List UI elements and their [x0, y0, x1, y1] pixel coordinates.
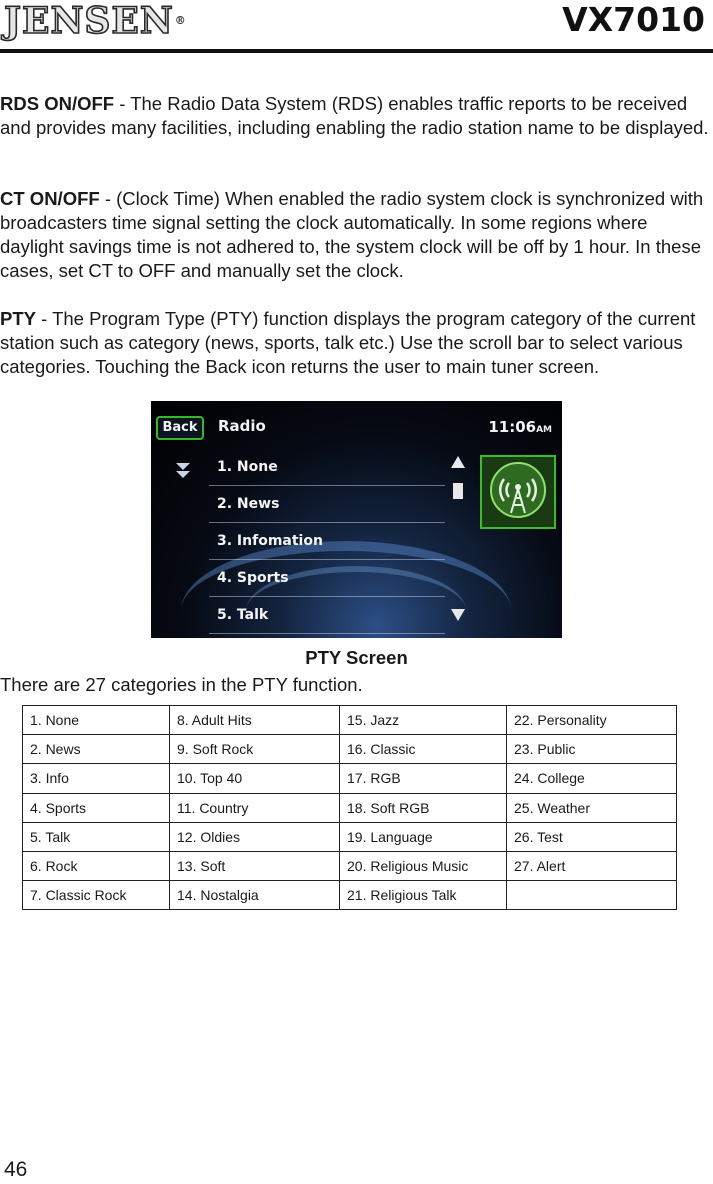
- page-header: [0, 0, 713, 56]
- table-cell: 17. RGB: [340, 764, 507, 793]
- table-cell: 14. Nostalgia: [170, 881, 340, 910]
- table-cell: 26. Test: [507, 822, 677, 851]
- table-row: [23, 851, 677, 880]
- table-row: [23, 764, 677, 793]
- registered-mark: ®: [174, 14, 187, 27]
- ct-paragraph: [0, 187, 713, 283]
- clock-time: 11:06: [488, 418, 537, 436]
- table-cell: 27. Alert: [507, 851, 677, 880]
- table-row: [23, 793, 677, 822]
- table-cell: 20. Religious Music: [340, 851, 507, 880]
- table-cell: 4. Sports: [23, 793, 170, 822]
- table-row: [23, 822, 677, 851]
- table-cell: 22. Personality: [507, 706, 677, 735]
- table-cell: 6. Rock: [23, 851, 170, 880]
- list-item[interactable]: 2. News: [209, 486, 445, 523]
- screen-clock: [488, 418, 552, 436]
- back-button[interactable]: Back: [156, 416, 204, 440]
- table-cell-empty: [507, 881, 677, 910]
- pty-screen-image: [151, 401, 562, 638]
- table-cell: 19. Language: [340, 822, 507, 851]
- table-cell: 12. Oldies: [170, 822, 340, 851]
- table-cell: 13. Soft: [170, 851, 340, 880]
- table-cell: 11. Country: [170, 793, 340, 822]
- double-chevron-down-icon: [175, 461, 191, 481]
- table-cell: 3. Info: [23, 764, 170, 793]
- ct-text: - (Clock Time) When enabled the radio system clock is synchronized with broadcasters time signal setting the clock automatically. In some regions where daylight savings time is not adhered to, the system clock will be off by 1 hour. In these cases, set CT to OFF and manually set the clock.: [0, 188, 704, 281]
- scroll-down-icon[interactable]: [450, 608, 466, 622]
- list-item[interactable]: 3. Infomation: [209, 523, 445, 560]
- antenna-icon: [482, 457, 554, 527]
- list-item[interactable]: 4. Sports: [209, 560, 445, 597]
- list-item[interactable]: 5. Talk: [209, 597, 445, 634]
- image-caption: PTY Screen: [305, 647, 408, 668]
- table-cell: 18. Soft RGB: [340, 793, 507, 822]
- pty-label: PTY: [0, 308, 36, 329]
- table-cell: 25. Weather: [507, 793, 677, 822]
- ct-label: CT ON/OFF: [0, 188, 100, 209]
- list-item[interactable]: 1. None: [209, 449, 445, 486]
- pty-paragraph: [0, 307, 713, 379]
- table-cell: 10. Top 40: [170, 764, 340, 793]
- table-cell: 7. Classic Rock: [23, 881, 170, 910]
- pty-text: - The Program Type (PTY) function displays the program category of the current station such as category (news, sports, talk etc.) Use the scroll bar to select various categories. Touching the Back icon returns the user to main tuner screen.: [0, 308, 696, 377]
- rds-text: - The Radio Data System (RDS) enables traffic reports to be received and provides many facilities, including enabling the radio station name to be displayed.: [0, 93, 709, 138]
- pty-categories-table: [22, 705, 677, 910]
- table-row: [23, 881, 677, 910]
- table-cell: 9. Soft Rock: [170, 735, 340, 764]
- pty-category-list: [209, 449, 445, 634]
- rds-paragraph: [0, 92, 713, 140]
- table-row: [23, 706, 677, 735]
- header-rule: [0, 49, 713, 53]
- table-cell: 15. Jazz: [340, 706, 507, 735]
- scrollbar-thumb[interactable]: [453, 483, 463, 499]
- screen-title: Radio: [218, 417, 266, 435]
- page-number: 46: [4, 1158, 28, 1181]
- table-cell: 1. None: [23, 706, 170, 735]
- table-cell: 5. Talk: [23, 822, 170, 851]
- table-cell: 21. Religious Talk: [340, 881, 507, 910]
- antenna-button[interactable]: [480, 455, 556, 529]
- rds-label: RDS ON/OFF: [0, 93, 115, 114]
- table-cell: 23. Public: [507, 735, 677, 764]
- table-cell: 8. Adult Hits: [170, 706, 340, 735]
- brand-name: JENSEN: [4, 0, 174, 42]
- table-cell: 24. College: [507, 764, 677, 793]
- clock-ampm: AM: [536, 425, 552, 435]
- categories-intro: There are 27 categories in the PTY function.: [0, 674, 363, 695]
- brand-logo: [4, 2, 187, 40]
- table-row: [23, 735, 677, 764]
- table-cell: 2. News: [23, 735, 170, 764]
- model-number: VX7010: [562, 0, 705, 39]
- table-cell: 16. Classic: [340, 735, 507, 764]
- scroll-up-icon[interactable]: [450, 455, 466, 469]
